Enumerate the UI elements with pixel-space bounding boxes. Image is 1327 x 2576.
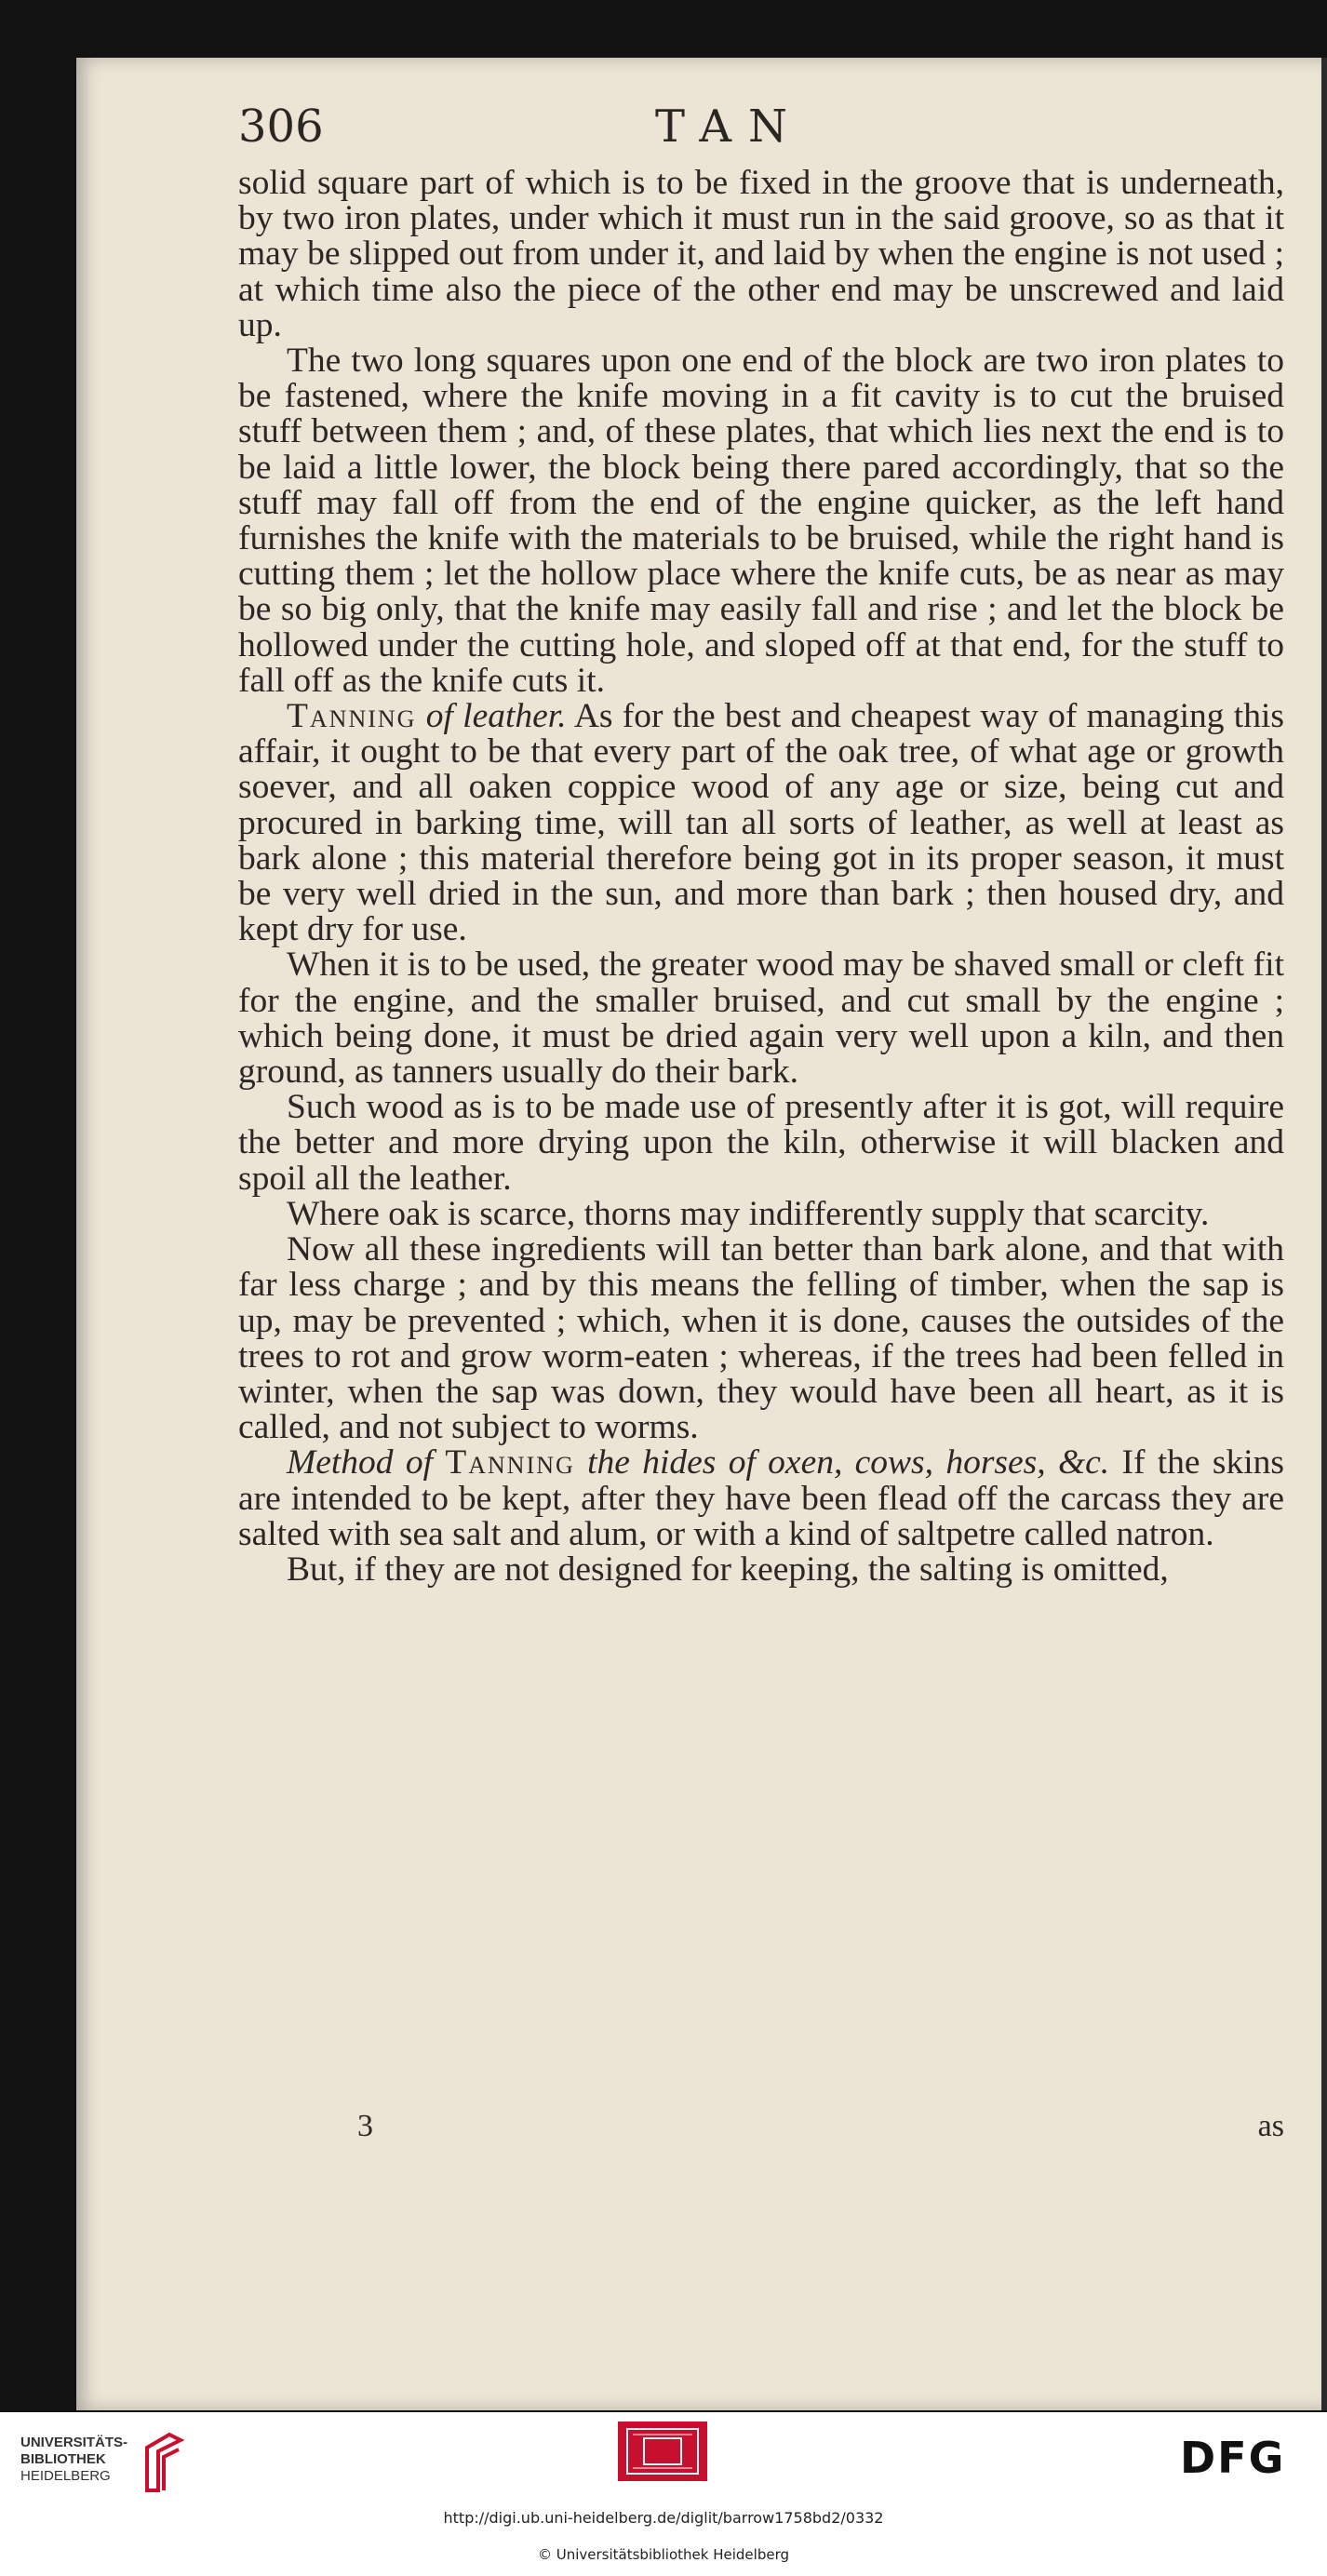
viewer-footer [0, 2412, 1327, 2576]
section-lead-italic: the hides of oxen, cows, horses, &c. [587, 1443, 1110, 1483]
paragraph: Such wood as is to be made use of presently after it is got, will require the better and more drying upon the kiln, otherwise it will blacken and spoil all the leather. [238, 1088, 1284, 1198]
library-name: UNIVERSITÄTS- BIBLIOTHEK HEIDELBERG [20, 2435, 128, 2484]
page-heading: TAN [655, 101, 805, 153]
paragraph: Where oak is scarce, thorns may indifferently supply that scarcity. [287, 1194, 1210, 1233]
epistemic-logo[interactable] [618, 2422, 707, 2481]
paragraph: The two long squares upon one end of the block are two iron plates to be fastened, where the knife moving in a fit cavity is to cut the bruised stuff between them ; and, of these plates, that which lies next the end is to be laid a little lower, the block being there pared accordingly, that so the stuff may fall off from the end of the engine quicker, as the left hand furnishes the knife with the materials to be bruised, while the right hand is cutting them ; let the hollow place where the knife cuts, be as near as may be so big only, that the knife may easily fall and rise ; and let the block be hollowed under the cutting hole, and sloped off at that end, for the stuff to fall off as the knife cuts it. [238, 342, 1284, 700]
emblem-icon [618, 2422, 707, 2481]
paragraph: But, if they are not designed for keeping, the salting is omitted, [287, 1550, 1169, 1589]
paragraph: When it is to be used, the greater wood may be shaved small or cleft fit for the engine, and the smaller bruised, and cut small by the engine ; which being done, it must be dried again very well upon a kiln, and then ground, as tanners usually do their bark. [238, 946, 1284, 1092]
permalink-url[interactable]: http://digi.ub.uni-heidelberg.de/diglit/barrow1758bd2/0332 [443, 2509, 884, 2527]
section-lead: Tanning [287, 697, 417, 736]
paragraph: Now all these ingredients will tan better than bark alone, and that with far less charge ; and by this means the felling of timber, when the sap is up, may be prevented ; which, when it is done, causes the outsides of the trees to rot and grow worm-eaten ; whereas, if the trees had been felled in winter, when the sap was down, they would have been all heart, as it is called, and not subject to worms. [238, 1230, 1284, 1447]
body-text [238, 166, 1284, 1588]
catchword: as [1257, 2109, 1284, 2143]
paragraph-tanning-leather: Tanning of leather. As for the best and cheapest way of managing this affair, it ought to be that every part of the oak tree, of what age or growth soever, and all oaken coppice wood of any age or size, being cut and procured in barking time, will tan all sorts of leather, as well at least as bark alone ; this material therefore being got in its proper season, it must be very well dried in the sun, and more than bark ; then housed dry, and kept dry for use. [238, 697, 1284, 949]
page-number: 306 [238, 101, 324, 153]
section-lead: Tanning [445, 1443, 575, 1483]
paragraph: solid square part of which is to be fixed in the groove that is underneath, by two iron plates, under which it must run in the said groove, so as that it may be slipped out from under it, and laid by when the engine is not used ; at which time also the piece of the other end may be unscrewed and laid up. [238, 164, 1284, 344]
signature-mark: 3 [357, 2109, 373, 2143]
paragraph-method-tanning: Method of Tanning the hides of oxen, cows, horses, &c. If the skins are intended to be kept, after they have been flead off the carcass they are salted with sea salt and alum, or with a kind of saltpetre called natron. [238, 1443, 1284, 1553]
running-head [238, 101, 1299, 160]
section-lead-italic: of leather. [425, 697, 567, 736]
section-lead-italic: Method of [287, 1443, 434, 1483]
library-logo[interactable] [20, 2422, 197, 2496]
copyright-notice: © Universitätsbibliothek Heidelberg [537, 2546, 789, 2563]
page-foot [238, 2109, 1284, 2146]
page-edge [1321, 58, 1327, 2410]
library-emblem-icon [134, 2429, 188, 2494]
dfg-logo[interactable]: DFG [1180, 2433, 1286, 2483]
